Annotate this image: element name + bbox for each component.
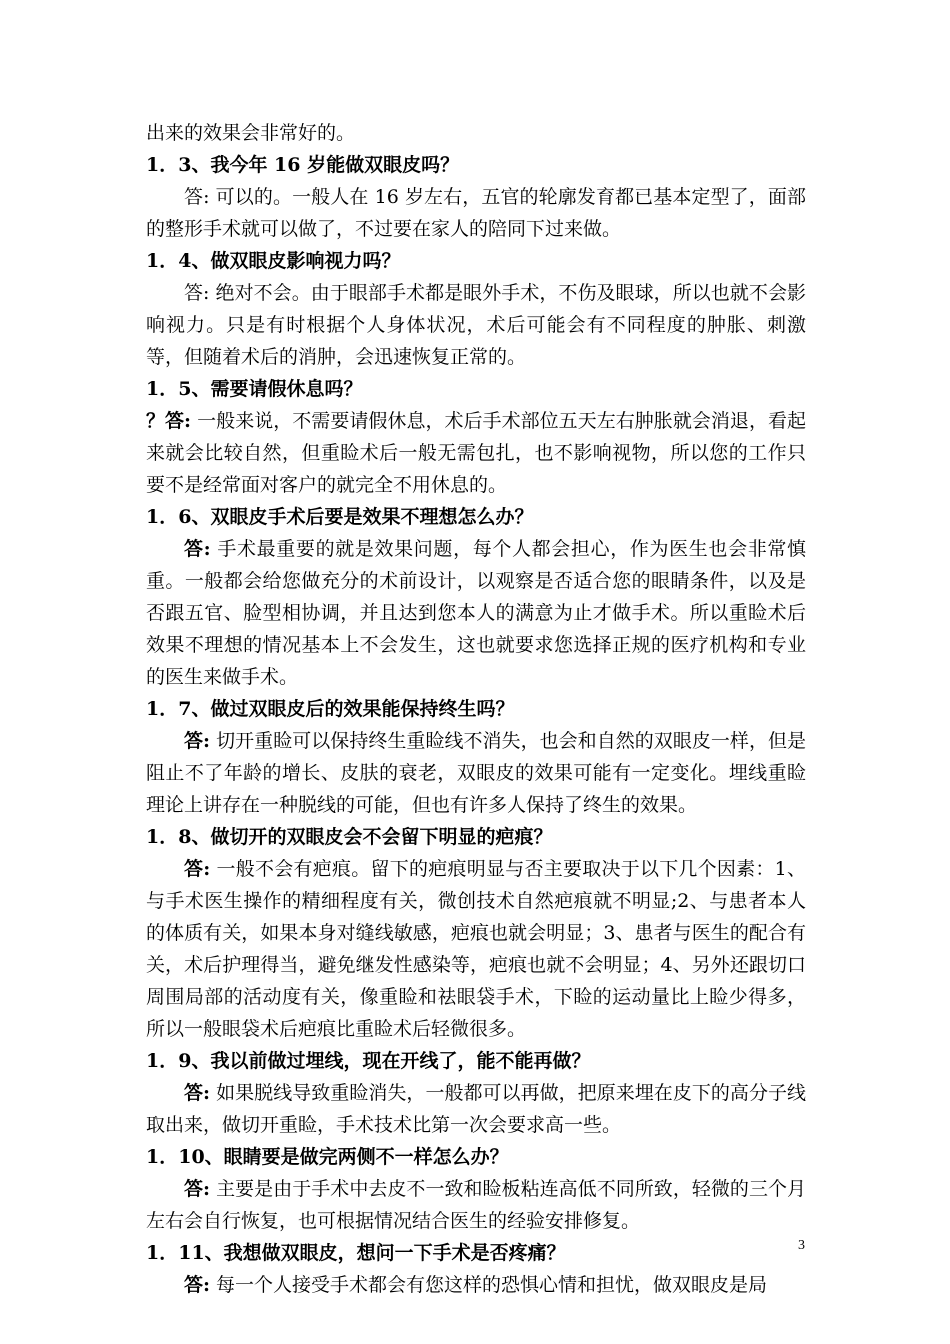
- answer-text: 每一个人接受手术都会有您这样的恐惧心情和担忧，做双眼皮是局: [210, 1274, 768, 1296]
- document-body: [146, 117, 806, 1301]
- faq-answer: [146, 277, 806, 373]
- answer-text: 一般不会有疤痕。留下的疤痕明显与否主要取决于以下几个因素：1、与手术医生操作的精细程度有关，微创技术自然疤痕就不明显;2、与患者本人的体质有关，如果本身对缝线敏感，疤痕也就会明显；3、患者与医生的配合有关，术后护理得当，避免继发性感染等，疤痕也就不会明显；4、另外还跟切口周围局部的活动度有关，像重睑和祛眼袋手术，下睑的运动量比上睑少得多，所以一般眼袋术后疤痕比重睑术后轻微很多。: [146, 858, 806, 1040]
- faq-question: 1．3、我今年 16 岁能做双眼皮吗？: [146, 154, 460, 176]
- faq-answer: [146, 1077, 806, 1141]
- answer-text: 切开重睑可以保持终生重睑线不消失，也会和自然的双眼皮一样，但是阻止不了年龄的增长、皮肤的衰老，双眼皮的效果可能有一定变化。埋线重睑理论上讲存在一种脱线的可能，但也有许多人保持了终生的效果。: [146, 730, 806, 816]
- faq-answer: [146, 1269, 806, 1301]
- answer-text: 主要是由于手术中去皮不一致和睑板粘连高低不同所致，轻微的三个月左右会自行恢复，也可根据情况结合医生的经验安排修复。: [146, 1178, 806, 1232]
- faq-list: [146, 149, 806, 1301]
- continuation-text: 出来的效果会非常好的。: [146, 122, 356, 144]
- faq-answer: [146, 181, 806, 245]
- faq-question: 1．7、做过双眼皮后的效果能保持终生吗？: [146, 698, 515, 720]
- answer-label: 答:: [184, 1082, 211, 1104]
- answer-text: 绝对不会。由于眼部手术都是眼外手术，不伤及眼球，所以也就不会影响视力。只是有时根据个人身体状况，术后可能会有不同程度的肿胀、刺激等，但随着术后的消肿，会迅速恢复正常的。: [146, 282, 806, 368]
- answer-label: 答:: [184, 186, 210, 208]
- answer-label: 答:: [184, 1178, 211, 1200]
- faq-question: 1．5、需要请假休息吗？: [146, 378, 363, 400]
- answer-label: 答:: [184, 858, 211, 880]
- answer-text: 可以的。一般人在 16 岁左右，五官的轮廓发育都已基本定型了，面部的整形手术就可以做了，不过要在家人的陪同下过来做。: [146, 186, 806, 240]
- faq-question: 1．4、做双眼皮影响视力吗？: [146, 250, 401, 272]
- answer-label: 答:: [184, 730, 211, 752]
- faq-answer: [146, 853, 806, 1045]
- answer-text: 一般来说，不需要请假休息，术后手术部位五天左右肿胀就会消退，看起来就会比较自然，但重睑术后一般无需包扎，也不影响视物，所以您的工作只要不是经常面对客户的就完全不用休息的。: [146, 410, 807, 496]
- page-number: 3: [798, 1238, 805, 1253]
- faq-question: 1．11、我想做双眼皮，想问一下手术是否疼痛？: [146, 1242, 566, 1264]
- answer-label: 答:: [184, 538, 211, 560]
- faq-answer: [146, 533, 806, 693]
- answer-label: ？答:: [146, 410, 192, 432]
- faq-question: 1．9、我以前做过埋线，现在开线了，能不能再做？: [146, 1050, 591, 1072]
- faq-question: 1．10、眼睛要是做完两侧不一样怎么办？: [146, 1146, 509, 1168]
- answer-label: 答:: [184, 282, 210, 304]
- faq-answer: [146, 405, 806, 501]
- answer-text: 如果脱线导致重睑消失，一般都可以再做，把原来埋在皮下的高分子线取出来，做切开重睑，手术技术比第一次会要求高一些。: [146, 1082, 806, 1136]
- faq-answer: [146, 1173, 806, 1237]
- faq-answer: [146, 725, 806, 821]
- faq-question: 1．8、做切开的双眼皮会不会留下明显的疤痕？: [146, 826, 553, 848]
- faq-question: 1．6、双眼皮手术后要是效果不理想怎么办？: [146, 506, 534, 528]
- answer-text: 手术最重要的就是效果问题，每个人都会担心，作为医生也会非常慎重。一般都会给您做充分的术前设计，以观察是否适合您的眼睛条件，以及是否跟五官、脸型相协调，并且达到您本人的满意为止才做手术。所以重睑术后效果不理想的情况基本上不会发生，这也就要求您选择正规的医疗机构和专业的医生来做手术。: [146, 538, 807, 688]
- answer-label: 答:: [184, 1274, 211, 1296]
